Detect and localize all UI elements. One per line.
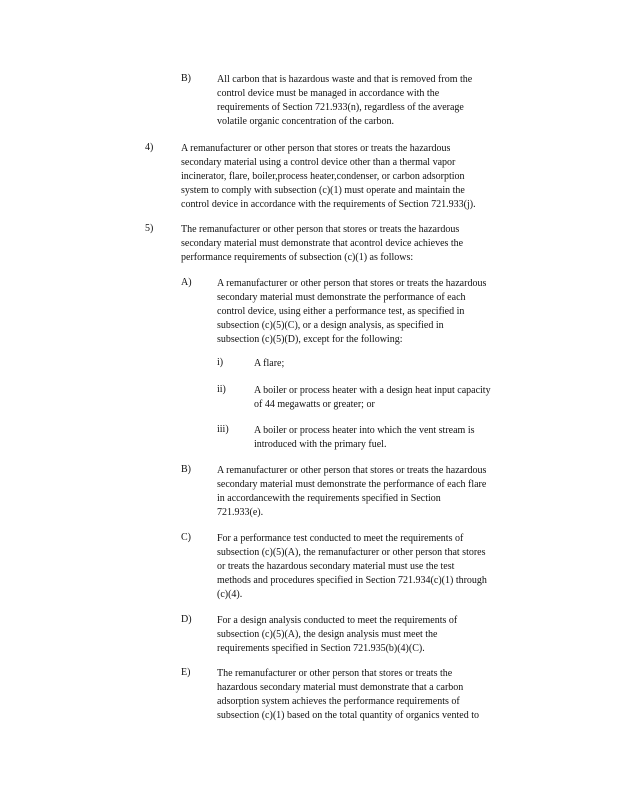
text-line: performance requirements of subsection (c)(1) as follows: [181, 251, 414, 263]
text-line: volatile organic concentration of the carbon. [217, 115, 394, 127]
item-marker: A) [181, 277, 192, 288]
text-line: adsorption system achieves the performance requirements of [217, 695, 460, 707]
text-line: For a design analysis conducted to meet the requirements of [217, 615, 458, 626]
item-text [217, 532, 537, 602]
item-marker: iii) [217, 424, 229, 435]
item-text [217, 277, 537, 347]
text-line: secondary material must demonstrate that acontrol device achieves the [181, 237, 464, 249]
item-marker: E) [181, 667, 191, 678]
item-text [254, 424, 520, 452]
item-text [217, 464, 535, 520]
text-line: introduced with the primary fuel. [254, 438, 387, 450]
text-line: 721.933(e). [217, 506, 264, 518]
text-line: (c)(4). [217, 588, 243, 600]
text-line: incinerator, flare, boiler,process heater,condenser, or carbon adsorption [181, 170, 465, 182]
text-line: A remanufacturer or other person that stores or treats the hazardous [217, 465, 487, 476]
text-line: subsection (c)(5)(A), the design analysis must meet the [217, 628, 438, 640]
text-line: The remanufacturer or other person that stores or treats the [217, 668, 453, 679]
text-line: The remanufacturer or other person that stores or treats the hazardous [181, 224, 460, 235]
text-line: or treats the hazardous secondary material must use the test [217, 560, 455, 572]
item-text [254, 384, 534, 412]
item-text [181, 142, 531, 212]
text-line: secondary material must demonstrate the performance of each flare [217, 478, 487, 490]
item-marker: B) [181, 464, 191, 475]
item-marker: i) [217, 357, 224, 368]
item-marker: 5) [145, 223, 154, 234]
item-text [181, 223, 525, 265]
item-text [217, 614, 507, 656]
text-line: For a performance test conducted to meet the requirements of [217, 533, 464, 544]
text-line: methods and procedures specified in Section 721.934(c)(1) through [217, 574, 487, 586]
text-line: subsection (c)(5)(A), the remanufacturer or other person that stores [217, 546, 486, 558]
text-line: A boiler or process heater with a design heat input capacity [254, 385, 491, 396]
item-text [217, 73, 523, 129]
text-line: A flare; [254, 358, 285, 369]
text-line: subsection (c)(5)(C), or a design analysis, as specified in [217, 319, 444, 331]
text-line: control device in accordance with the requirements of Section 721.933(j). [181, 198, 476, 210]
text-line: control device must be managed in accordance with the [217, 87, 440, 99]
item-text [254, 357, 534, 371]
item-marker: 4) [145, 142, 154, 153]
item-marker: C) [181, 532, 191, 543]
item-text [217, 667, 533, 723]
text-line: hazardous secondary material must demonstrate that a carbon [217, 681, 464, 693]
item-marker: D) [181, 614, 192, 625]
text-line: All carbon that is hazardous waste and that is removed from the [217, 74, 473, 85]
text-line: A boiler or process heater into which the vent stream is [254, 425, 475, 436]
text-line: requirements of Section 721.933(n), regardless of the average [217, 101, 464, 113]
text-line: A remanufacturer or other person that stores or treats the hazardous [181, 143, 451, 154]
text-line: secondary material using a control device other than a thermal vapor [181, 156, 456, 168]
item-marker: B) [181, 73, 191, 84]
text-line: secondary material must demonstrate the performance of each [217, 291, 466, 303]
text-line: system to comply with subsection (c)(1) must operate and maintain the [181, 184, 465, 196]
text-line: in accordancewith the requirements specified in Section [217, 492, 441, 504]
text-line: requirements specified in Section 721.935(b)(4)(C). [217, 642, 425, 654]
text-line: of 44 megawatts or greater; or [254, 398, 375, 410]
text-line: subsection (c)(1) based on the total quantity of organics vented to [217, 709, 479, 721]
text-line: A remanufacturer or other person that stores or treats the hazardous [217, 278, 487, 289]
item-marker: ii) [217, 384, 226, 395]
text-line: control device, using either a performance test, as specified in [217, 305, 465, 317]
text-line: subsection (c)(5)(D), except for the following: [217, 333, 403, 345]
